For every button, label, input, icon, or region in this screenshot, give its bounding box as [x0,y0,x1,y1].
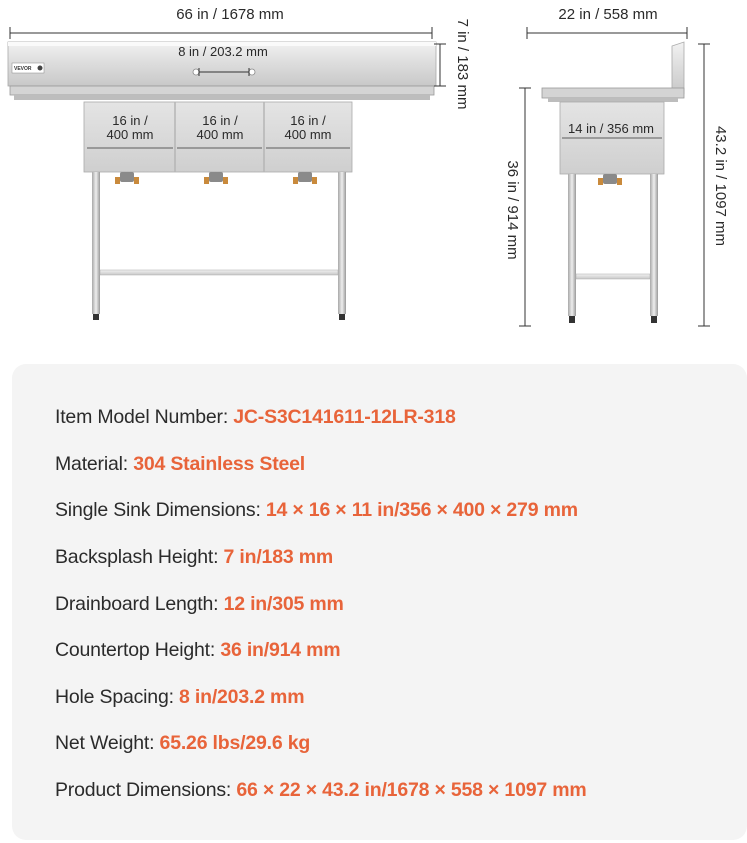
spec-label: Backsplash Height: [55,546,224,568]
counter-height-dimension [504,88,531,326]
spec-label: Hole Spacing: [55,686,180,708]
backsplash-height-label: 7 in / 183 mm [454,18,471,110]
spec-label: Item Model Number: [55,406,234,428]
sink3-width-line2: 400 mm [284,127,332,142]
spec-backsplash-height [55,546,333,569]
sink1-width-line1: 16 in / [112,113,148,128]
spec-value: 12 in/305 mm [223,593,344,615]
spec-label: Countertop Height: [55,639,221,661]
spec-drainboard-length [55,593,344,616]
depth-label: 22 in / 558 mm [558,6,658,23]
specifications-panel [12,364,747,840]
side-view [527,6,687,323]
spec-value: 7 in/183 mm [223,546,333,568]
spec-value: 66 × 22 × 43.2 in/1678 × 558 × 1097 mm [236,779,587,801]
total-length-label: 66 in / 1678 mm [176,6,284,23]
spec-label: Single Sink Dimensions: [55,499,266,521]
spec-value: 65.26 lbs/29.6 kg [159,732,311,754]
sink1-width-line2: 400 mm [106,127,154,142]
sink2-width-line1: 16 in / [202,113,238,128]
counter-height-label: 36 in / 914 mm [504,160,521,260]
hole-spacing-label: 8 in / 203.2 mm [178,44,268,59]
spec-label: Net Weight: [55,732,160,754]
brand-logo: VEVOR [14,66,32,72]
spec-label: Material: [55,453,134,475]
spec-label: Product Dimensions: [55,779,237,801]
sink2-width-line2: 400 mm [196,127,244,142]
spec-model-number [55,406,456,429]
spec-net-weight [55,732,310,755]
sink-dimension-diagram [0,0,747,360]
spec-countertop-height [55,639,340,662]
spec-value: 36 in/914 mm [220,639,341,661]
spec-value: 14 × 16 × 11 in/356 × 400 × 279 mm [265,499,578,521]
sink3-width-line1: 16 in / [290,113,326,128]
spec-label: Drainboard Length: [55,593,224,615]
spec-value: JC-S3C141611-12LR-318 [233,406,456,428]
total-height-label: 43.2 in / 1097 mm [712,125,729,247]
bowl-depth-label: 14 in / 356 mm [568,121,654,136]
total-height-dimension [698,44,729,326]
front-view [8,6,436,320]
spec-value: 304 Stainless Steel [133,453,306,475]
spec-single-sink-dimensions [55,499,578,522]
spec-product-dimensions [55,779,587,802]
backsplash-dimension [434,19,471,110]
spec-material [55,453,305,476]
spec-hole-spacing [55,686,304,709]
spec-value: 8 in/203.2 mm [179,686,305,708]
